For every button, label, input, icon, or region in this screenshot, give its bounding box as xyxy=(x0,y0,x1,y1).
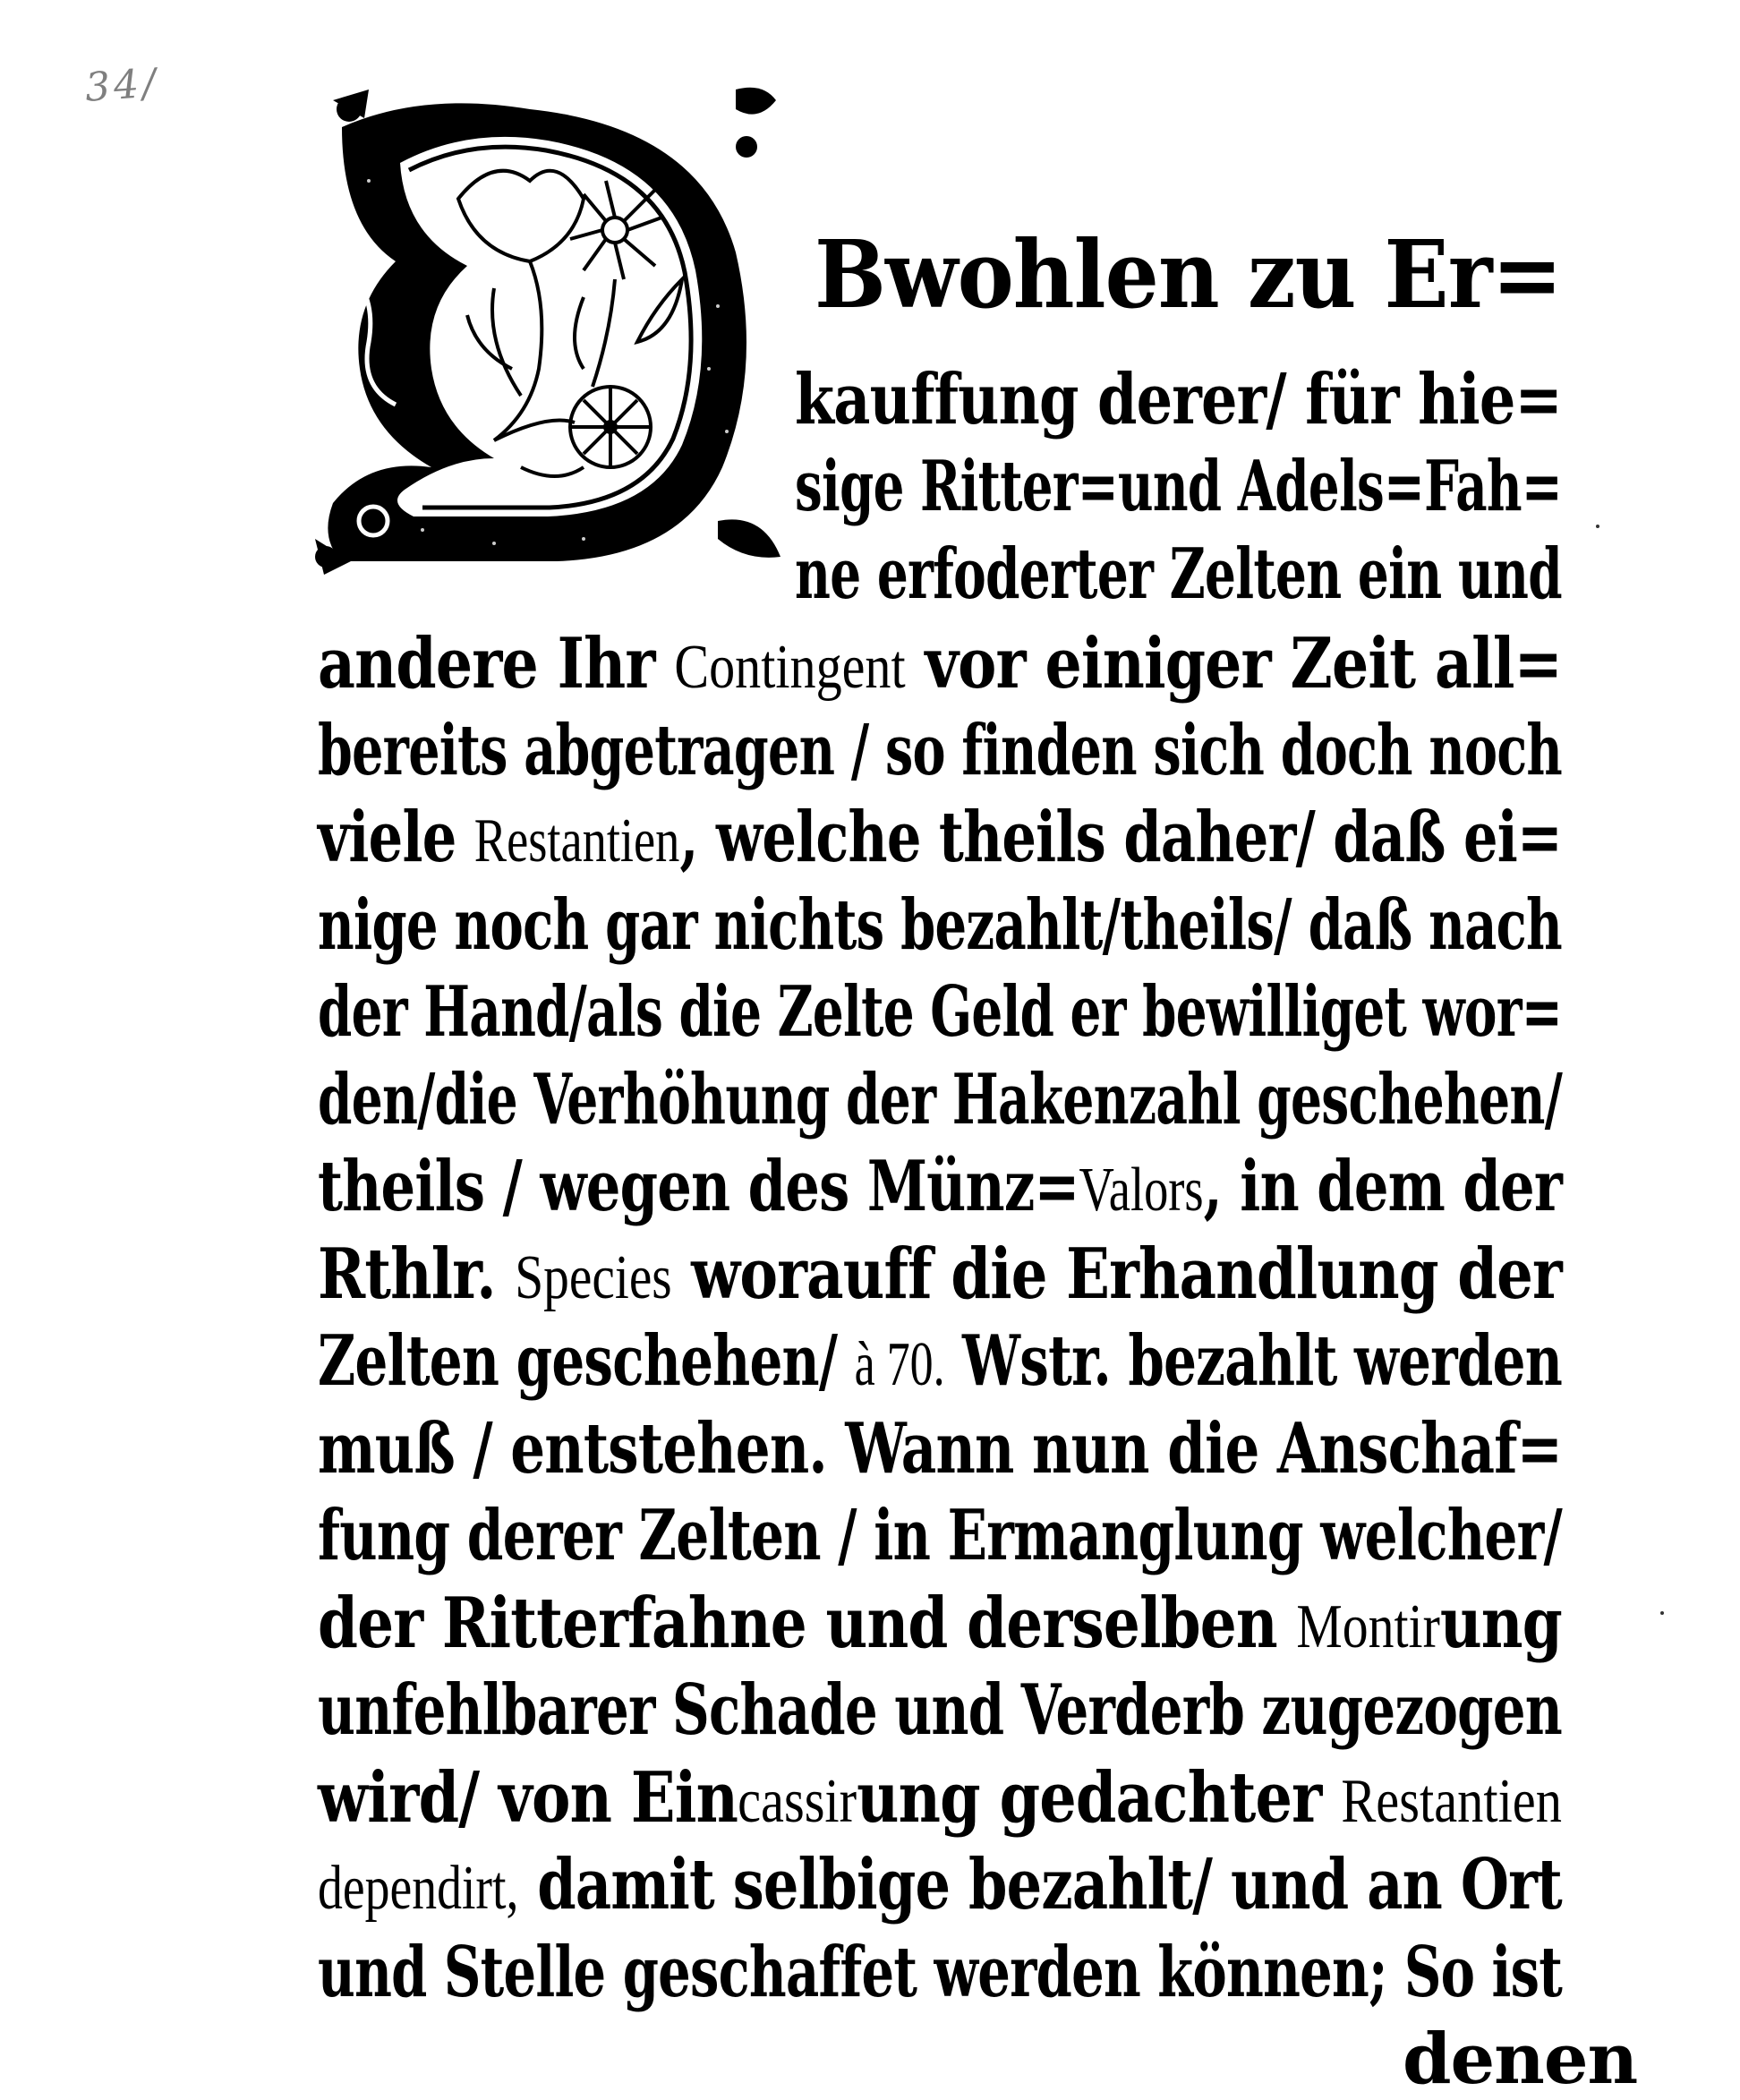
text-line-20 xyxy=(318,1932,1563,2013)
text-line-14 xyxy=(318,1408,1563,1490)
handwritten-margin-note: 34/ xyxy=(83,60,161,111)
text-line-18 xyxy=(318,1757,1562,1839)
text-line-6 xyxy=(318,710,1563,791)
text-segment: Restantien xyxy=(473,807,680,875)
text-line-2 xyxy=(795,359,1562,440)
text-segment: sige Ritter=und Adels=Fah= xyxy=(795,446,1562,527)
text-segment: kauffung derer/ für hie= xyxy=(795,359,1562,440)
speck xyxy=(1660,1611,1664,1615)
text-segment: Bwohlen zu Er= xyxy=(815,219,1563,329)
text-segment: ung gedachter xyxy=(857,1757,1342,1839)
text-line-8 xyxy=(318,884,1562,966)
text-line-17 xyxy=(318,1669,1563,1751)
text-segment: worauff die Erhandlung der xyxy=(671,1234,1562,1315)
text-segment: , welche theils daher/ daß ei= xyxy=(679,797,1562,878)
text-line-21 xyxy=(1403,2019,1638,2100)
text-segment: denen xyxy=(1403,2019,1638,2100)
text-segment: cassir xyxy=(738,1767,857,1836)
text-segment: nige noch gar nichts bezahlt/theils/ daß nach xyxy=(318,884,1562,966)
text-segment: bereits abgetragen / so finden sich doch noch xyxy=(318,710,1563,791)
ornamental-initial-d-icon xyxy=(315,73,789,579)
text-line-10 xyxy=(318,1059,1563,1140)
text-segment: der Ritterfahne und derselben xyxy=(318,1583,1297,1664)
text-segment: ne erfoderter Zelten ein und xyxy=(795,534,1562,615)
text-segment: Restantien xyxy=(1341,1767,1562,1836)
text-segment: den/die Verhöhung der Hakenzahl geschehen/ xyxy=(318,1059,1563,1140)
text-segment: unfehlbarer Schade und Verderb zugezogen xyxy=(318,1669,1563,1751)
text-segment: wird/ von Ein xyxy=(318,1757,738,1839)
text-line-16 xyxy=(318,1583,1562,1664)
text-line-3 xyxy=(795,446,1562,527)
text-segment: der Hand/als die Zelte Geld er bewilliget wor= xyxy=(318,971,1563,1053)
text-line-12 xyxy=(318,1234,1562,1315)
text-line-4 xyxy=(795,534,1562,615)
text-segment: andere Ihr xyxy=(318,623,675,704)
text-line-19 xyxy=(318,1844,1562,1925)
text-segment: , in dem der xyxy=(1203,1146,1563,1227)
text-segment: damit selbige bezahlt/ und an Ort xyxy=(518,1844,1562,1925)
text-line-9 xyxy=(318,971,1563,1053)
text-segment: à 70. xyxy=(854,1330,945,1399)
text-segment: vor einiger Zeit all= xyxy=(905,623,1563,704)
text-segment: muß / entstehen. Wann nun die Anschaf= xyxy=(318,1408,1563,1490)
text-segment: Valors xyxy=(1079,1156,1204,1225)
text-line-11 xyxy=(318,1146,1563,1227)
text-line-1 xyxy=(815,219,1563,329)
text-line-13 xyxy=(318,1320,1563,1402)
text-segment: theils / wegen des Münz= xyxy=(318,1146,1079,1227)
text-segment: dependirt, xyxy=(318,1854,519,1923)
text-segment: Montir xyxy=(1296,1592,1440,1661)
text-line-15 xyxy=(318,1495,1563,1576)
speck xyxy=(1596,525,1599,528)
text-segment: fung derer Zelten / in Ermanglung welcher/ xyxy=(318,1495,1563,1576)
text-line-5 xyxy=(318,623,1563,704)
text-segment: Rthlr. xyxy=(318,1234,516,1315)
text-segment: Species xyxy=(515,1243,672,1312)
text-segment: ung xyxy=(1439,1583,1562,1664)
text-segment: Zelten geschehen/ xyxy=(318,1320,855,1402)
text-segment: Wstr. bezahlt werden xyxy=(944,1320,1563,1402)
text-segment: und Stelle geschaffet werden können; So ist xyxy=(318,1932,1563,2013)
text-segment: Contingent xyxy=(674,633,906,702)
text-line-7 xyxy=(318,797,1562,878)
text-segment: viele xyxy=(318,797,474,878)
